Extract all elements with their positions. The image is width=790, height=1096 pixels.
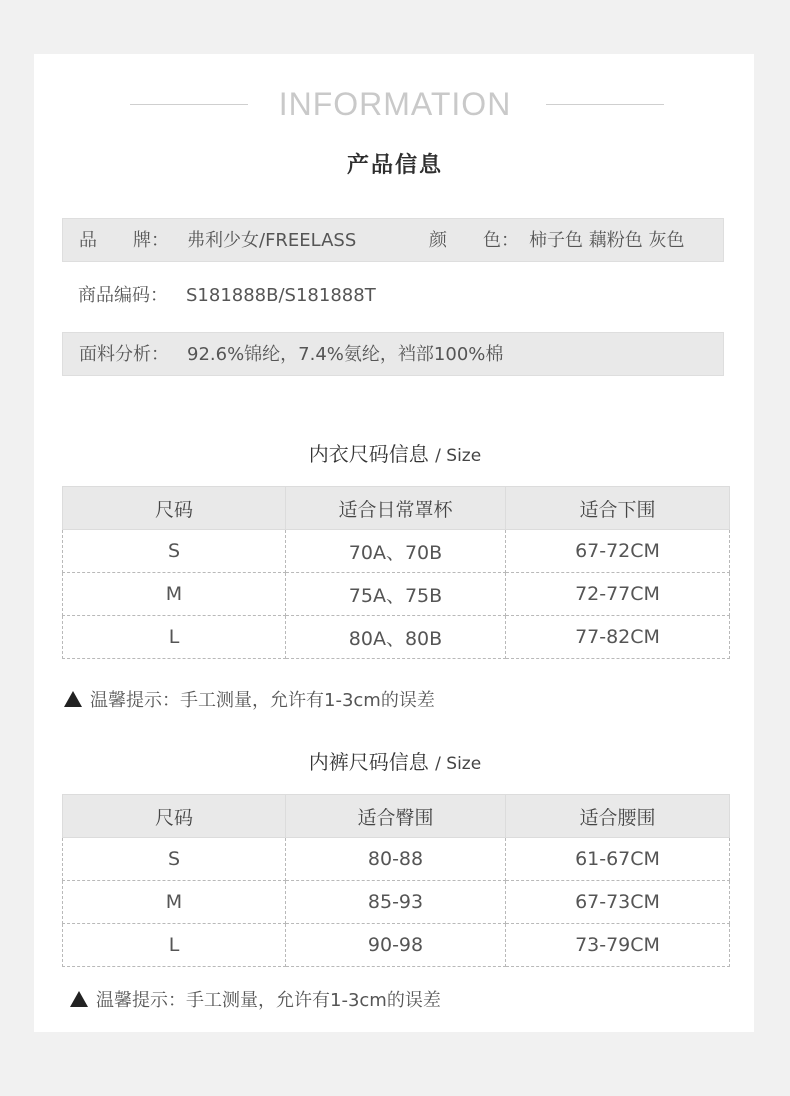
warning-triangle-icon [64, 691, 82, 707]
bra-size-title [200, 438, 590, 467]
table-cell: S [63, 530, 286, 573]
header-divider-right [546, 104, 664, 105]
table-cell: L [63, 924, 286, 967]
fabric-label: 面料分析： [79, 344, 169, 365]
table-row [63, 881, 730, 924]
table-cell: S [63, 838, 286, 881]
table-cell: 72-77CM [506, 573, 730, 616]
code-label: 商品编码： [78, 285, 168, 306]
brand-color-row [62, 218, 724, 262]
table-cell: 85-93 [286, 881, 506, 924]
table-header-row [63, 487, 730, 530]
table-cell: 67-72CM [506, 530, 730, 573]
bra-measure-tip [64, 686, 435, 712]
english-title: INFORMATION [278, 86, 512, 122]
pants-tip-text: 温馨提示：手工测量，允许有1-3cm的误差 [96, 990, 441, 1011]
fabric-value: 92.6%锦纶，7.4%氨纶，裆部100%棉 [187, 344, 504, 365]
table-cell: 80A、80B [286, 616, 506, 659]
table-row [63, 924, 730, 967]
column-header: 适合日常罩杯 [286, 487, 506, 530]
pants-size-table [62, 794, 730, 967]
code-value: S181888B/S181888T [186, 285, 376, 306]
brand-value: 弗利少女/FREELASS [187, 230, 357, 251]
page-title: 产品信息 [346, 153, 443, 178]
pants-measure-tip [70, 986, 441, 1012]
table-cell: L [63, 616, 286, 659]
color-value: 柿子色 藕粉色 灰色 [529, 230, 685, 251]
pants-size-title-sub: / Size [435, 754, 482, 774]
bra-size-table [62, 486, 730, 659]
warning-triangle-icon [70, 991, 88, 1007]
pants-size-title [200, 746, 590, 775]
column-header: 尺码 [63, 795, 286, 838]
table-cell: 77-82CM [506, 616, 730, 659]
table-cell: 90-98 [286, 924, 506, 967]
table-row [63, 573, 730, 616]
table-cell: 70A、70B [286, 530, 506, 573]
bra-tip-text: 温馨提示：手工测量，允许有1-3cm的误差 [90, 690, 435, 711]
code-row [62, 274, 724, 318]
header-divider-left [130, 104, 248, 105]
column-header: 适合下围 [506, 487, 730, 530]
table-cell: 80-88 [286, 838, 506, 881]
table-cell: M [63, 573, 286, 616]
table-cell: 75A、75B [286, 573, 506, 616]
table-row [63, 616, 730, 659]
column-header: 尺码 [63, 487, 286, 530]
column-header: 适合臀围 [286, 795, 506, 838]
brand-label: 品 牌： [79, 230, 169, 251]
column-header: 适合腰围 [506, 795, 730, 838]
table-cell: 61-67CM [506, 838, 730, 881]
bra-size-title-text: 内衣尺码信息 [308, 442, 429, 466]
table-row [63, 838, 730, 881]
pants-size-title-text: 内裤尺码信息 [308, 750, 429, 774]
table-cell: M [63, 881, 286, 924]
table-cell: 67-73CM [506, 881, 730, 924]
table-cell: 73-79CM [506, 924, 730, 967]
bra-size-title-sub: / Size [435, 446, 482, 466]
table-header-row [63, 795, 730, 838]
fabric-row [62, 332, 724, 376]
color-label: 颜 色： [429, 230, 519, 251]
table-row [63, 530, 730, 573]
